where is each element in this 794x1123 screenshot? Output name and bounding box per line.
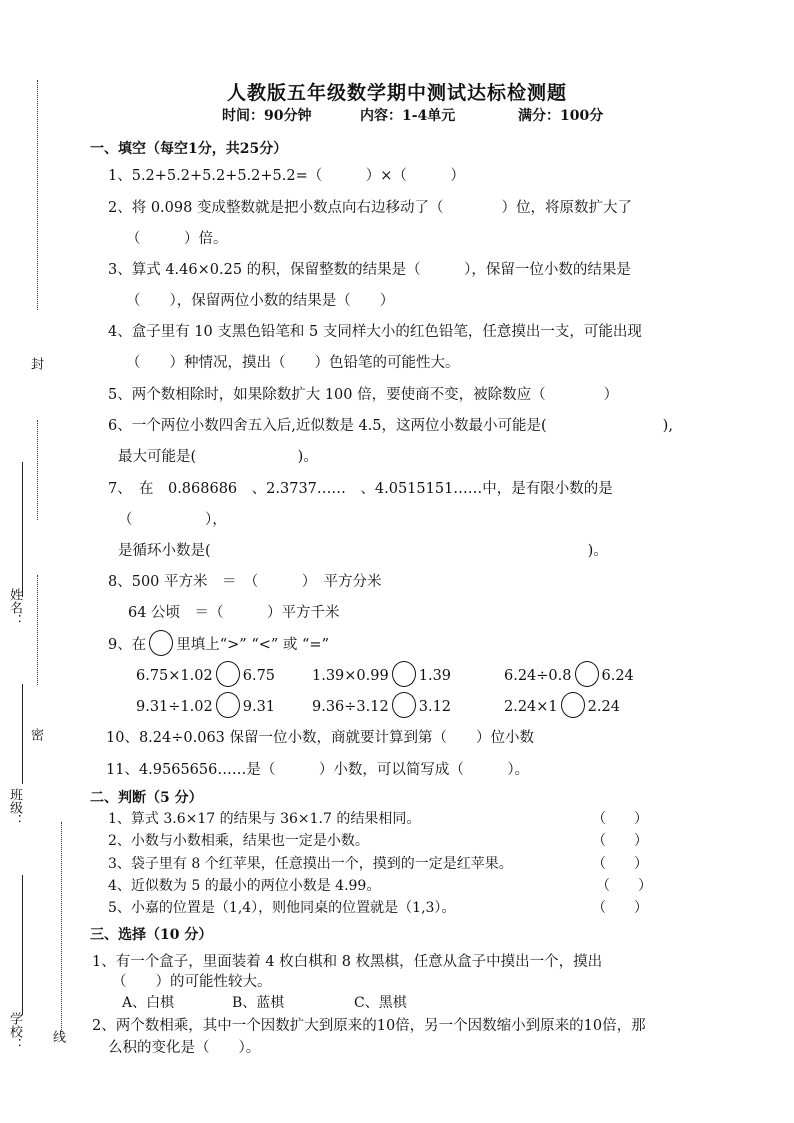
compare-item-3 [504,663,634,689]
question-7-line3: 是循环小数是( )。 [118,543,608,559]
choice-2-line1: 2、两个数相乘，其中一个因数扩大到原来的10倍，另一个因数缩小到原来的10倍，那 [92,1018,646,1034]
choice-1-option-a: A、白棋 [122,995,175,1011]
compare-right: 9.31 [242,699,276,715]
binding-label-mi: 密 [28,728,43,741]
answer-circle-example [149,630,173,656]
compare-circle[interactable] [575,661,599,687]
question-8-line1: 8、500 平方米 ＝ （ ） 平方分米 [108,574,382,590]
binding-label-xian: 线 [50,1030,65,1043]
compare-item-2 [312,663,451,689]
binding-dotted-line [37,420,38,520]
question-9-prefix: 9、在 [108,637,147,653]
judge-answer-1[interactable]: （ ） [592,811,648,827]
exam-score: 满分：100分 [518,108,604,124]
compare-item-1 [136,663,275,689]
judge-item-3: 3、袋子里有 8 个红苹果，任意摸出一个，摸到的一定是红苹果。 [108,856,513,872]
compare-circle[interactable] [216,692,240,718]
compare-circle[interactable] [392,692,416,718]
exam-time: 时间：90分钟 [222,108,312,124]
compare-item-4 [136,694,275,720]
judge-answer-5[interactable]: （ ） [592,900,648,916]
question-3-line1: 3、算式 4.46×0.25 的积，保留整数的结果是（ ），保留一位小数的结果是 [108,262,631,278]
school-underline [22,875,23,1015]
question-4-line2: （ ）种情况，摸出（ ）色铅笔的可能性大。 [126,355,460,371]
compare-right: 2.24 [587,699,620,715]
question-10: 10、8.24÷0.063 保留一位小数，商就要计算到第（ ）位小数 [106,730,535,746]
choice-1-line1: 1、有一个盒子，里面装着 4 枚白棋和 8 枚黑棋，任意从盒子中摸出一个，摸出 [92,954,603,970]
compare-left: 9.31÷1.02 [136,699,213,715]
binding-dotted-line [37,575,38,685]
judge-item-4: 4、近似数为 5 的最小的两位小数是 4.99。 [108,878,381,894]
question-11: 11、4.9565656……是（ ）小数，可以简写成（ ）。 [106,762,530,778]
question-6-line1: 6、一个两位小数四舍五入后,近似数是 4.5，这两位小数最小可能是( ), [108,418,673,434]
exam-content: 内容：1-4单元 [360,108,456,124]
question-7-line1: 7、 在 0.868686 、2.3737…… 、4.0515151……中，是有限小数的是 [108,481,613,497]
compare-left: 2.24×1 [504,699,558,715]
compare-left: 9.36÷3.12 [312,699,389,715]
choice-1-option-b: B、蓝棋 [232,995,285,1011]
judge-item-1: 1、算式 3.6×17 的结果与 36×1.7 的结果相同。 [108,811,421,827]
question-2-line1: 2、将 0.098 变成整数就是把小数点向右边移动了（ ）位，将原数扩大了 [108,200,632,216]
binding-label-feng: 封 [28,357,43,370]
binding-label-name: 姓名： [7,588,22,627]
question-4-line1: 4、盒子里有 10 支黑色铅笔和 5 支同样大小的红色铅笔，任意摸出一支，可能出现 [108,324,642,340]
compare-right: 6.75 [242,668,276,684]
name-underline [22,462,23,597]
choice-2-line2: 么积的变化是（ ）。 [108,1040,261,1056]
question-7-line2: （ ）， [118,512,227,528]
binding-dotted-line [37,80,38,310]
page-title: 人教版五年级数学期中测试达标检测题 [226,82,567,104]
compare-right: 3.12 [418,699,452,715]
compare-right: 6.24 [601,668,634,684]
compare-right: 1.39 [418,668,452,684]
question-5: 5、两个数相除时，如果除数扩大 100 倍，要使商不变，被除数应（ ） [108,387,619,403]
judge-item-5: 5、小嘉的位置是（1,4），则他同桌的位置就是（1,3）。 [108,900,456,916]
binding-label-school: 学校： [7,1012,22,1051]
section1-title: 一、填空（每空1分，共25分） [90,141,288,157]
question-1: 1、5.2+5.2+5.2+5.2+5.2=（ ）×（ ） [108,168,465,184]
binding-dotted-line [61,822,62,1032]
question-2-line2: （ ）倍。 [126,231,228,247]
question-3-line2: （ ），保留两位小数的结果是（ ） [126,293,395,309]
question-9-prompt [108,632,329,658]
class-underline [22,684,23,784]
compare-item-5 [312,694,451,720]
compare-left: 6.75×1.02 [136,668,213,684]
question-9-suffix: 里填上“>” “<” 或 “=” [176,637,329,653]
judge-answer-3[interactable]: （ ） [592,856,648,872]
judge-item-2: 2、小数与小数相乘，结果也一定是小数。 [108,833,369,849]
binding-label-class: 班级： [7,788,22,827]
compare-circle[interactable] [561,692,585,718]
compare-left: 6.24÷0.8 [504,668,572,684]
compare-circle[interactable] [392,661,416,687]
compare-item-6 [504,694,620,720]
section2-title: 二、判断（5 分） [90,790,203,806]
question-6-line2: 最大可能是( )。 [118,449,318,465]
compare-left: 1.39×0.99 [312,668,389,684]
judge-answer-2[interactable]: （ ） [592,833,648,849]
judge-answer-4[interactable]: （ ） [596,878,652,894]
choice-1-line2: （ ）的可能性较大。 [112,974,272,990]
choice-1-option-c: C、黑棋 [354,995,407,1011]
section3-title: 三、选择（10 分） [90,927,213,943]
compare-circle[interactable] [216,661,240,687]
question-8-line2: 64 公顷 ＝（ ）平方千米 [128,605,340,621]
